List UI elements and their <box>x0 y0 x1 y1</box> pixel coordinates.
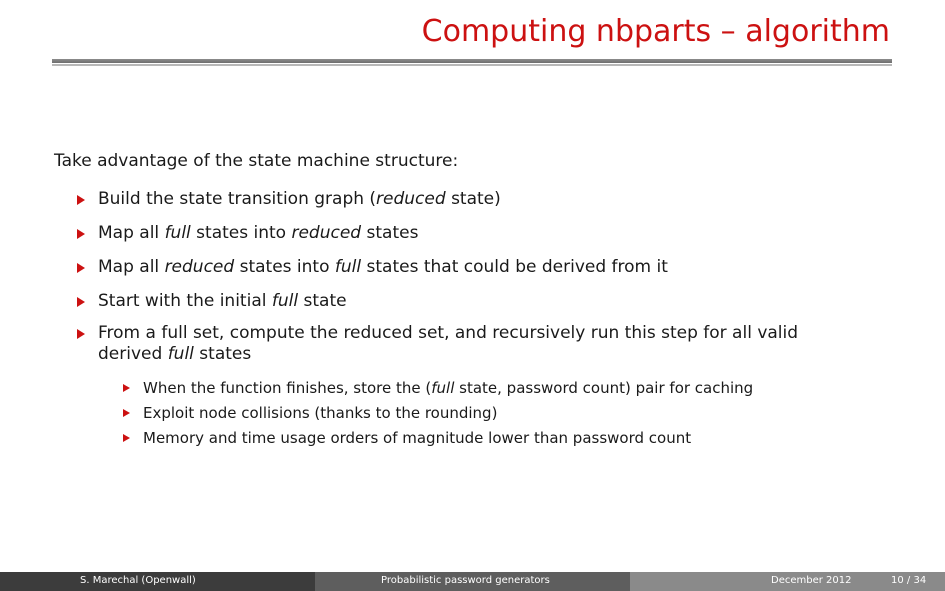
subbullet-text: Exploit node collisions (thanks to the rounding) <box>143 404 498 422</box>
bullet-text: Start with the initial full state <box>98 291 347 311</box>
bullet-text: Map all reduced states into full states that could be derived from it <box>98 257 668 277</box>
slide-title: Computing nbparts – algorithm <box>421 14 890 49</box>
footer-date: December 2012 <box>771 575 852 586</box>
bullet-arrow-icon <box>77 229 85 239</box>
subbullet-text: Memory and time usage orders of magnitude lower than password count <box>143 429 692 447</box>
footer-page-number: 10 / 34 <box>891 575 927 586</box>
title-divider <box>52 59 892 63</box>
subbullet-arrow-icon <box>123 384 130 392</box>
subbullet-arrow-icon <box>123 434 130 442</box>
bullet-arrow-icon <box>77 297 85 307</box>
footer-talk-title: Probabilistic password generators <box>381 575 550 586</box>
bullet-text: From a full set, compute the reduced set, and recursively run this step for all valid <box>98 323 799 343</box>
title-divider-shadow <box>52 64 892 66</box>
footer-author-section <box>0 572 315 591</box>
bullet-text: Map all full states into reduced states <box>98 223 419 243</box>
bullet-arrow-icon <box>77 263 85 273</box>
bullet-arrow-icon <box>77 329 85 339</box>
footer-author: S. Marechal (Openwall) <box>80 575 196 586</box>
subbullet-arrow-icon <box>123 409 130 417</box>
bullet-text: Build the state transition graph (reduced state) <box>98 189 501 209</box>
bullet-arrow-icon <box>77 195 85 205</box>
slide-footer <box>0 572 945 591</box>
bullet-text-continued: derived full states <box>98 344 252 364</box>
subbullet-text: When the function finishes, store the (full state, password count) pair for caching <box>143 379 754 397</box>
intro-text: Take advantage of the state machine structure: <box>54 151 459 171</box>
footer-title-section <box>315 572 630 591</box>
footer-date-section <box>630 572 945 591</box>
